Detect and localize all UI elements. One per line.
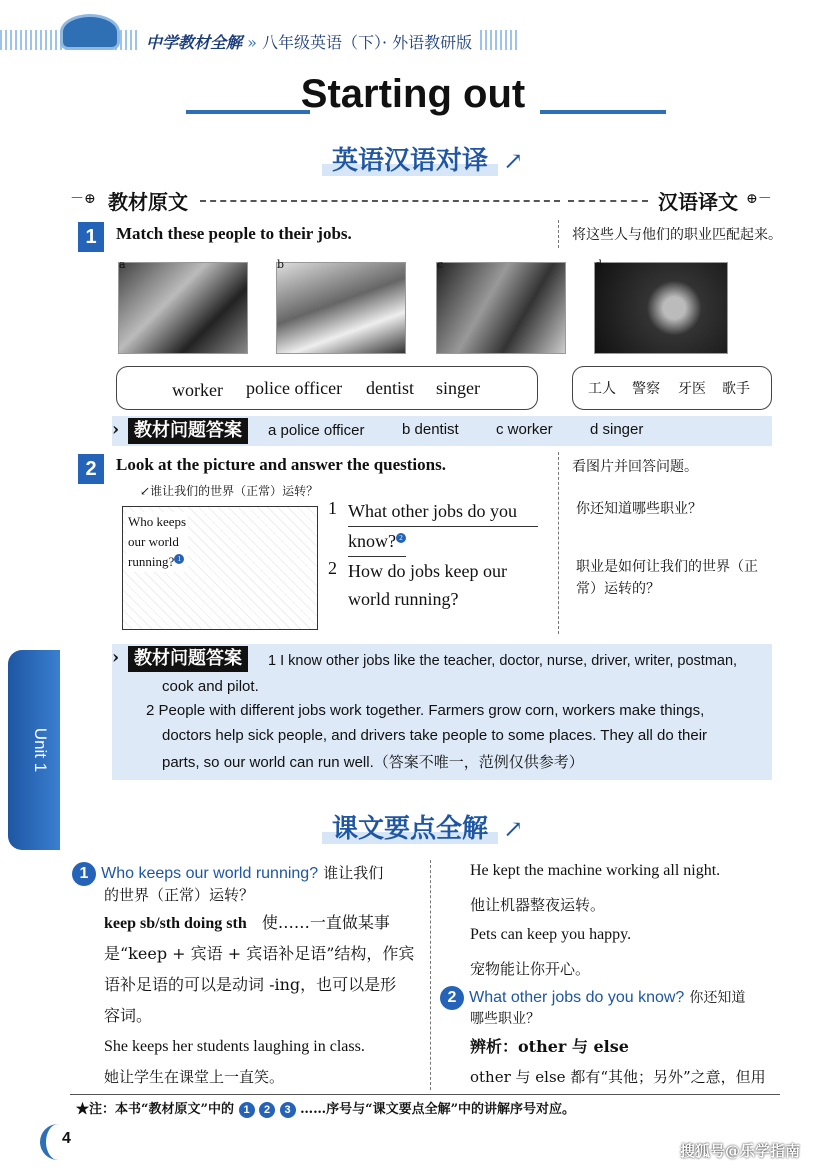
sub-question-2: How do jobs keep our [348,561,507,581]
sub-number: 2 [328,558,337,578]
translation-line: 常）运转的？ [576,581,660,597]
word-zh: 警察 [632,381,660,397]
word: singer [436,378,480,398]
explanation-line: 容词。 [104,1006,153,1025]
footnote-text: ……序号与“课文要点全解”中的讲解序号对应。 [300,1102,576,1117]
photo-b [276,262,406,354]
point-title-en: What other jobs do you know? [469,989,685,1006]
point-title-zh-cont: 哪些职业？ [470,1011,540,1027]
word-zh: 牙医 [678,381,706,397]
arrow-icon: ↗ [503,147,524,175]
answer-line: doctors help sick people, and drivers take people to some places. They all do their [162,727,708,744]
bubble-caption: ↙谁让我们的世界（正常）运转？ [140,484,319,498]
answer-line: 2 People with different jobs work together. Farmers grow corn, workers make things, [146,702,705,719]
point-number: 1 [72,862,96,886]
explanation-line: 是“keep + 宾语 + 宾语补足语”结构，作宾 [104,944,415,963]
explanation [104,938,420,1031]
word: police officer [246,378,343,398]
answer: a police officer [268,422,365,439]
question-number: 2 [78,454,104,484]
question-translation: 看图片并回答问题。 [572,459,698,475]
down-arrow-icon: －⊕ [70,191,96,207]
sub-question-2-line: world running? [348,589,459,609]
page-number: 4 [62,1130,71,1147]
word: worker [172,380,223,400]
footnote [76,1098,575,1118]
answer: c worker [496,421,553,438]
point-number: 2 [440,986,464,1010]
question-translation: 将这些人与他们的职业匹配起来。 [572,227,782,243]
bubble-caption-text: 谁让我们的世界（正常）运转？ [150,484,319,498]
photo-label: c [437,258,444,271]
note-marker: 1 [174,554,184,564]
example-en: He kept the machine working all night. [470,862,721,879]
example-en: She keeps her students laughing in class. [104,1038,365,1055]
answer-tag: 教材问题答案 [128,418,248,444]
divider [568,200,648,202]
section-banner-text: 英语汉语对译 [322,146,498,176]
sub-number: 1 [328,498,337,518]
photo-d [594,262,728,354]
word: dentist [366,378,414,398]
sub-question-1: What other jobs do you [348,496,538,527]
page-title: Starting out [300,72,526,116]
sub-question-1-line: know? [348,531,396,551]
footnote-text: ★注：本书“教材原文”中的 [76,1102,234,1117]
point-1-heading [72,862,383,886]
divider [200,200,560,202]
analysis-label: 辨析：other 与 else [470,1037,629,1056]
down-arrow-icon: ⊕－ [746,191,772,207]
analysis-text: other 与 else 都有“其他；另外”之意，但用 [470,1068,766,1086]
question-text: Look at the picture and answer the questions. [116,455,446,474]
book-edition: 八年级英语（下）· 外语教研版 [262,33,473,52]
section-banner-keypoints [322,808,523,845]
bubble-line [128,552,186,572]
bubble-line: our world [128,534,179,549]
question-number: 1 [78,222,104,252]
point-title-zh: 你还知道 [689,990,746,1006]
answer-tag: 教材问题答案 [128,646,248,672]
example-en: Pets can keep you happy. [470,926,632,943]
example-zh: 宠物能让你开心。 [470,960,591,978]
photo-c [436,262,566,354]
header-title: 中学教材全解 » 八年级英语（下）· 外语教研版 [140,30,478,53]
point-title-zh-cont: 的世界（正常）运转？ [104,886,255,904]
unit-side-tab [8,650,60,850]
answer: b dentist [402,421,459,438]
section-banner-text: 课文要点全解 [322,814,498,844]
footnote-number: 2 [259,1102,275,1118]
point-2-heading [440,986,745,1010]
phrase: keep sb/sth doing sth [104,915,247,932]
page-corner [40,1124,80,1160]
photo-label: b [277,258,285,271]
book-logo-icon [60,14,120,50]
answer-line: parts, so our world can run well.（答案不唯一，范例仅供参考） [162,754,584,771]
sub-question-1-end [348,526,406,557]
footnote-number: 1 [239,1102,255,1118]
phrase-meaning: 使……一直做某事 [261,913,390,932]
example-zh: 他让机器整夜运转。 [470,896,606,914]
point-title-en: Who keeps our world running? [101,865,319,882]
translation-line: 职业是如何让我们的世界（正 [576,559,758,575]
arrow-icon: ↗ [503,815,524,843]
note-marker: 2 [396,533,406,543]
example-zh: 她让学生在课堂上一直笑。 [104,1068,285,1086]
explanation-line: 语补足语的可以是动词 -ing，也可以是形 [104,975,397,994]
photo-label: a [119,258,126,271]
chevron-right-icon: › [112,419,120,440]
answer-line: cook and pilot. [162,678,259,695]
point-title-zh: 谁让我们 [323,864,384,882]
footnote-number: 3 [280,1102,296,1118]
section-banner-translation [322,140,523,177]
question-text: Match these people to their jobs. [116,224,352,243]
photo-label: d [595,258,603,271]
bubble-line-text: running? [128,554,175,569]
speech-bubble [126,512,188,572]
answer: d singer [590,421,644,438]
word-zh: 工人 [588,381,616,397]
book-name: 中学教材全解 [146,33,243,52]
sub-question-2-translation [576,556,758,600]
bubble-line: Who keeps [128,514,187,529]
answer-line: 1 I know other jobs like the teacher, doctor, nurse, driver, writer, postman, [268,653,738,669]
unit-side-tab-label: Unit 1 [31,727,51,773]
word-zh: 歌手 [722,381,750,397]
phrase-line [104,910,390,933]
photo-a [118,262,248,354]
watermark: 搜狐号@乐学指南 [680,1142,801,1160]
column-divider [558,220,559,248]
footnote-rule [70,1094,780,1095]
column-divider [558,452,559,634]
right-column-head: 汉语译文 [658,190,738,214]
sub-question-1-translation: 你还知道哪些职业？ [576,501,702,517]
column-divider [430,860,431,1090]
left-column-head: 教材原文 [108,190,188,214]
chevron-right-icon: › [112,647,120,668]
